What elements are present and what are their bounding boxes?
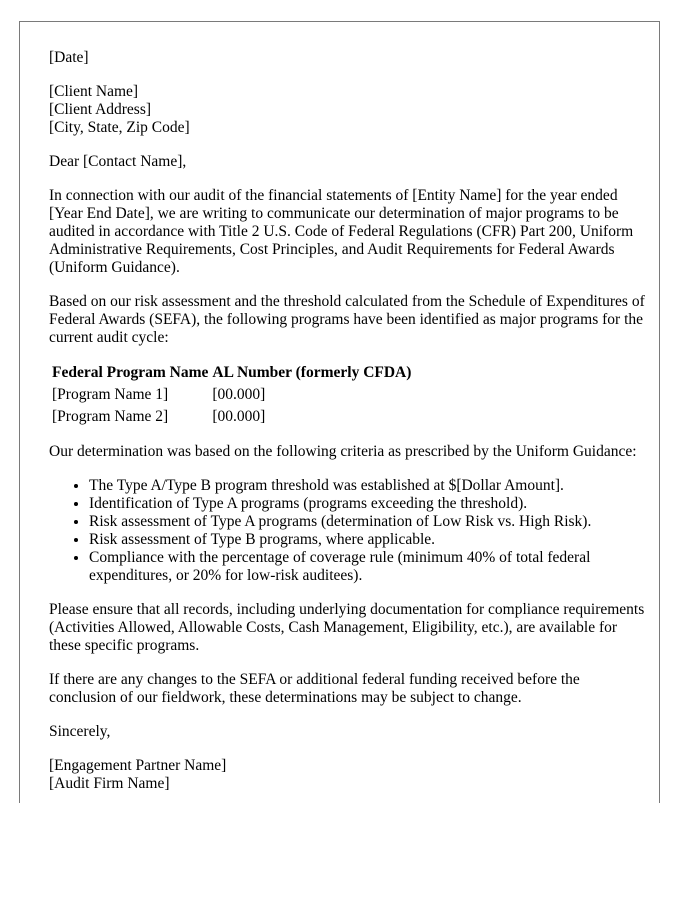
al-number-cell: [00.000] [212, 408, 266, 425]
column-header-al-number: AL Number (formerly CFDA) [212, 364, 412, 381]
list-item: • Identification of Type A programs (programs exceeding the threshold). [89, 495, 649, 513]
al-number-cell: [00.000] [212, 386, 266, 403]
client-address: [Client Address] [49, 101, 152, 118]
changes-paragraph: If there are any changes to the SEFA or additional federal funding received before the conclusion of our fieldwork, these determinations may be subject to change. [49, 671, 580, 706]
intro-paragraph: In connection with our audit of the financial statements of [Entity Name] for the year ended [Year End Date], we are writing to communicate our determination of major programs to be audited in accordance with Title 2 U.S. Code of Federal Regulations (CFR) Part 200, Uniform Administrative Requirements, Cost Principles, and Audit Requirements for Federal Awards (Uniform Guidance). [49, 187, 634, 276]
basis-paragraph: Based on our risk assessment and the threshold calculated from the Schedule of Expenditures of Federal Awards (SEFA), the following programs have been identified as major programs for the current audit cycle: [49, 293, 645, 346]
criteria-list [49, 477, 649, 585]
records-paragraph: Please ensure that all records, including underlying documentation for compliance requirements (Activities Allowed, Allowable Costs, Cash Management, Eligibility, etc.), are available for these specific programs. [49, 601, 645, 654]
table-row [51, 385, 412, 405]
major-programs-table [49, 361, 414, 429]
list-item: • Risk assessment of Type B programs, where applicable. [89, 531, 649, 549]
list-item: • The Type A/Type B program threshold was established at $[Dollar Amount]. [89, 477, 649, 495]
closing: Sincerely, [49, 723, 111, 740]
list-item: • Compliance with the percentage of coverage rule (minimum 40% of total federal expenditures, or 20% for low-risk auditees). [89, 549, 649, 585]
firm-name: [Audit Firm Name] [49, 775, 170, 792]
letter-date: [Date] [49, 49, 89, 66]
criteria-intro: Our determination was based on the following criteria as prescribed by the Uniform Guidance: [49, 443, 637, 460]
city-state-zip: [City, State, Zip Code] [49, 119, 190, 136]
letter-body [49, 49, 649, 803]
client-name: [Client Name] [49, 83, 139, 100]
letter-frame [19, 21, 660, 803]
program-name-cell: [Program Name 1] [52, 386, 169, 403]
salutation: Dear [Contact Name], [49, 153, 187, 170]
table-row [51, 407, 412, 427]
table-header-row [51, 363, 412, 383]
address-block [49, 83, 649, 137]
program-name-cell: [Program Name 2] [52, 408, 169, 425]
list-item: • Risk assessment of Type A programs (determination of Low Risk vs. High Risk). [89, 513, 649, 531]
partner-name: [Engagement Partner Name] [49, 757, 227, 774]
column-header-program-name: Federal Program Name [52, 364, 209, 381]
signature-block [49, 757, 649, 793]
